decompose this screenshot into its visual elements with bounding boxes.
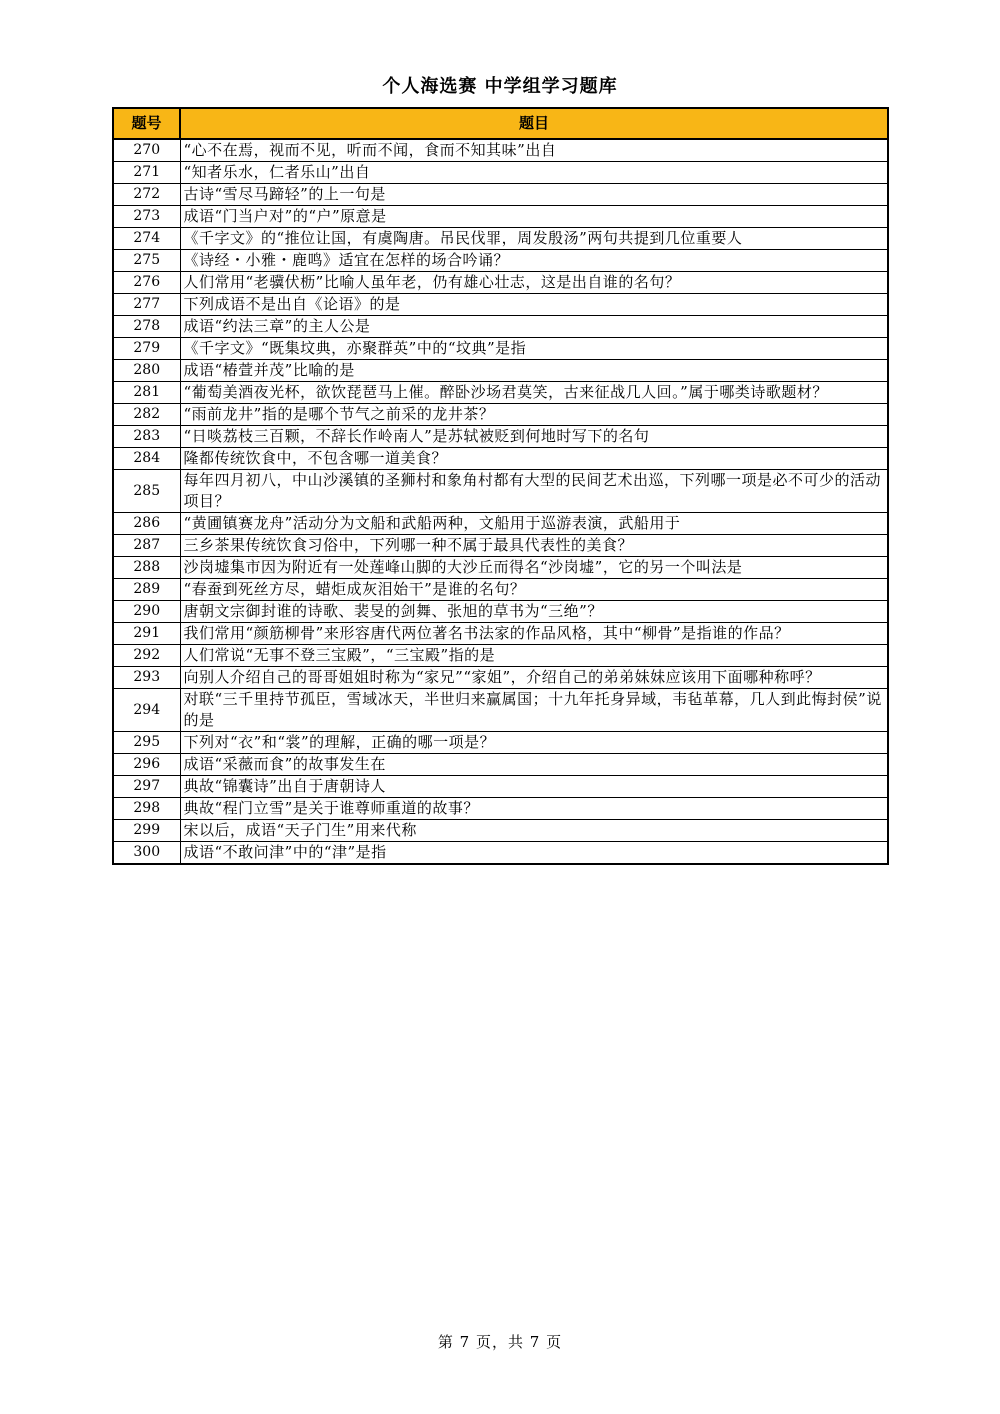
table-body <box>113 139 888 864</box>
row-num: 287 <box>113 535 180 557</box>
row-num: 296 <box>113 754 180 776</box>
row-num: 271 <box>113 162 180 184</box>
row-question: 成语“门当户对”的“户”原意是 <box>180 206 888 228</box>
row-question: 典故“锦囊诗”出自于唐朝诗人 <box>180 776 888 798</box>
row-question: “知者乐水，仁者乐山”出自 <box>180 162 888 184</box>
row-num: 278 <box>113 316 180 338</box>
table-row <box>113 470 888 513</box>
row-num: 281 <box>113 382 180 404</box>
table-row <box>113 250 888 272</box>
row-num: 277 <box>113 294 180 316</box>
row-question: “黄圃镇赛龙舟”活动分为文船和武船两种，文船用于巡游表演，武船用于 <box>180 513 888 535</box>
page-title: 个人海选赛 中学组学习题库 <box>382 76 618 97</box>
row-num: 286 <box>113 513 180 535</box>
row-num: 276 <box>113 272 180 294</box>
row-num: 293 <box>113 667 180 689</box>
table-row <box>113 162 888 184</box>
row-question: 下列成语不是出自《论语》的是 <box>180 294 888 316</box>
row-num: 273 <box>113 206 180 228</box>
table-row <box>113 272 888 294</box>
table-row <box>113 776 888 798</box>
row-question: 人们常说“无事不登三宝殿”，“三宝殿”指的是 <box>180 645 888 667</box>
row-num: 297 <box>113 776 180 798</box>
row-question: 《千字文》的“推位让国，有虞陶唐。吊民伐罪，周发殷汤”两句共提到几位重要人 <box>180 228 888 250</box>
row-question: 每年四月初八，中山沙溪镇的圣狮村和象角村都有大型的民间艺术出巡，下列哪一项是必不可少的活动项目？ <box>180 470 888 513</box>
table-row <box>113 754 888 776</box>
row-num: 283 <box>113 426 180 448</box>
row-question: “葡萄美酒夜光杯，欲饮琵琶马上催。醉卧沙场君莫笑，古来征战几人回。”属于哪类诗歌题材？ <box>180 382 888 404</box>
row-question: 《诗经・小雅・鹿鸣》适宜在怎样的场合吟诵？ <box>180 250 888 272</box>
row-num: 284 <box>113 448 180 470</box>
row-question: 成语“椿萱并茂”比喻的是 <box>180 360 888 382</box>
table-row <box>113 798 888 820</box>
table-row <box>113 689 888 732</box>
question-table <box>112 107 889 865</box>
row-question: 向别人介绍自己的哥哥姐姐时称为“家兄”“家姐”，介绍自己的弟弟妹妹应该用下面哪种称呼？ <box>180 667 888 689</box>
row-num: 289 <box>113 579 180 601</box>
row-num: 299 <box>113 820 180 842</box>
page-footer: 第 7 页，共 7 页 <box>437 1333 563 1351</box>
table-row <box>113 579 888 601</box>
row-num: 272 <box>113 184 180 206</box>
row-question: 古诗“雪尽马蹄轻”的上一句是 <box>180 184 888 206</box>
header-num: 题号 <box>113 108 180 139</box>
row-num: 282 <box>113 404 180 426</box>
row-question: 下列对“衣”和“裳”的理解，正确的哪一项是？ <box>180 732 888 754</box>
row-num: 300 <box>113 842 180 865</box>
row-question: 成语“采薇而食”的故事发生在 <box>180 754 888 776</box>
row-question: “日啖荔枝三百颗，不辞长作岭南人”是苏轼被贬到何地时写下的名句 <box>180 426 888 448</box>
row-question: 宋以后，成语“天子门生”用来代称 <box>180 820 888 842</box>
row-question: “春蚕到死丝方尽，蜡炬成灰泪始干”是谁的名句？ <box>180 579 888 601</box>
table-header-row <box>113 108 888 139</box>
table-row <box>113 842 888 865</box>
table-row <box>113 404 888 426</box>
table-row <box>113 316 888 338</box>
row-question: 唐朝文宗御封谁的诗歌、裴旻的剑舞、张旭的草书为“三绝”？ <box>180 601 888 623</box>
row-question: 沙岗墟集市因为附近有一处莲峰山脚的大沙丘而得名“沙岗墟”，它的另一个叫法是 <box>180 557 888 579</box>
row-question: 隆都传统饮食中，不包含哪一道美食？ <box>180 448 888 470</box>
row-question: 典故“程门立雪”是关于谁尊师重道的故事？ <box>180 798 888 820</box>
row-num: 274 <box>113 228 180 250</box>
table-row <box>113 360 888 382</box>
row-question: 我们常用“颜筋柳骨”来形容唐代两位著名书法家的作品风格，其中“柳骨”是指谁的作品？ <box>180 623 888 645</box>
row-num: 279 <box>113 338 180 360</box>
row-num: 270 <box>113 139 180 162</box>
row-num: 290 <box>113 601 180 623</box>
table-row <box>113 732 888 754</box>
row-question: 三乡茶果传统饮食习俗中，下列哪一种不属于最具代表性的美食？ <box>180 535 888 557</box>
table-row <box>113 667 888 689</box>
table-row <box>113 184 888 206</box>
header-question: 题目 <box>180 108 888 139</box>
table-row <box>113 294 888 316</box>
row-question: “心不在焉，视而不见，听而不闻，食而不知其味”出自 <box>180 139 888 162</box>
row-question: 对联“三千里持节孤臣，雪域冰天，半世归来赢属国；十九年托身异域，韦毡革幕，几人到此悔封侯”说的是 <box>180 689 888 732</box>
row-num: 295 <box>113 732 180 754</box>
row-question: “雨前龙井”指的是哪个节气之前采的龙井茶？ <box>180 404 888 426</box>
table-row <box>113 206 888 228</box>
table-row <box>113 557 888 579</box>
table-row <box>113 338 888 360</box>
table-row <box>113 382 888 404</box>
row-num: 280 <box>113 360 180 382</box>
table-row <box>113 623 888 645</box>
table-row <box>113 535 888 557</box>
table-row <box>113 820 888 842</box>
row-question: 成语“不敢问津”中的“津”是指 <box>180 842 888 865</box>
table-row <box>113 601 888 623</box>
table-row <box>113 426 888 448</box>
row-num: 285 <box>113 470 180 513</box>
row-question: 成语“约法三章”的主人公是 <box>180 316 888 338</box>
row-num: 298 <box>113 798 180 820</box>
row-num: 292 <box>113 645 180 667</box>
table-row <box>113 448 888 470</box>
table-row <box>113 228 888 250</box>
row-question: 《千字文》“既集坟典，亦聚群英”中的“坟典”是指 <box>180 338 888 360</box>
row-num: 275 <box>113 250 180 272</box>
row-question: 人们常用“老骥伏枥”比喻人虽年老，仍有雄心壮志，这是出自谁的名句？ <box>180 272 888 294</box>
row-num: 291 <box>113 623 180 645</box>
table-row <box>113 139 888 162</box>
row-num: 294 <box>113 689 180 732</box>
table-row <box>113 645 888 667</box>
row-num: 288 <box>113 557 180 579</box>
table-row <box>113 513 888 535</box>
